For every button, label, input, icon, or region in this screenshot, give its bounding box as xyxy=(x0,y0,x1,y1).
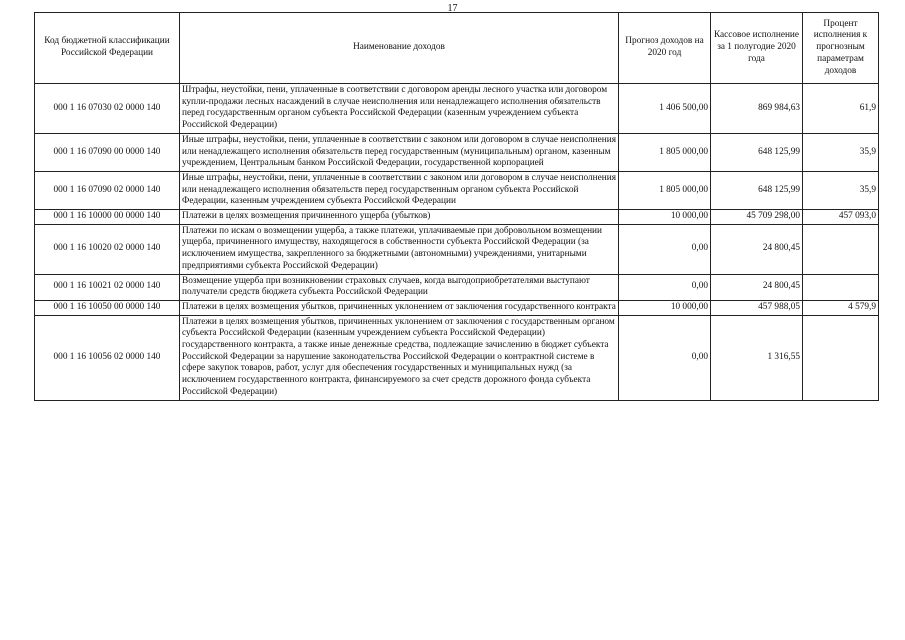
row-name: Платежи по искам о возмещении ущерба, а также платежи, уплачиваемые при добровольном возмещении ущерба, причиненного имуществу, находящегося в собственности субъекта Российской Федерации (за исключением имущества, закрепленного за бюджетными (автономными) учреждениями, унитарными предприятиями субъекта Российской Федерации) xyxy=(180,224,619,274)
row-name: Иные штрафы, неустойки, пени, уплаченные в соответствии с законом или договором в случае неисполнения или ненадлежащего исполнения обязательств перед государственным (муниципальным) органом, казенным учреждением, Центральным банком Российской Федерации, государственной корпорацией xyxy=(180,133,619,171)
row-executed: 869 984,63 xyxy=(711,84,803,134)
row-percent: 4 579,9 xyxy=(803,300,879,315)
row-code: 000 1 16 07030 02 0000 140 xyxy=(35,84,180,134)
row-name: Платежи в целях возмещения причиненного ущерба (убытков) xyxy=(180,210,619,225)
row-forecast: 1 805 000,00 xyxy=(619,133,711,171)
row-percent: 35,9 xyxy=(803,133,879,171)
header-name: Наименование доходов xyxy=(180,13,619,84)
table-row xyxy=(35,300,879,315)
row-forecast: 0,00 xyxy=(619,274,711,300)
row-forecast: 1 406 500,00 xyxy=(619,84,711,134)
row-code: 000 1 16 07090 00 0000 140 xyxy=(35,133,180,171)
row-code: 000 1 16 10021 02 0000 140 xyxy=(35,274,180,300)
row-percent xyxy=(803,274,879,300)
row-name: Возмещение ущерба при возникновении страховых случаев, когда выгодоприобретателями выступают получатели средств бюджета субъекта Российской Федерации xyxy=(180,274,619,300)
row-forecast: 0,00 xyxy=(619,315,711,400)
row-code: 000 1 16 10056 02 0000 140 xyxy=(35,315,180,400)
row-forecast: 10 000,00 xyxy=(619,210,711,225)
row-percent: 457 093,0 xyxy=(803,210,879,225)
row-code: 000 1 16 07090 02 0000 140 xyxy=(35,171,180,209)
header-code: Код бюджетной классификации Российской Федерации xyxy=(35,13,180,84)
row-forecast: 10 000,00 xyxy=(619,300,711,315)
row-percent xyxy=(803,315,879,400)
row-code: 000 1 16 10000 00 0000 140 xyxy=(35,210,180,225)
row-executed: 45 709 298,00 xyxy=(711,210,803,225)
table-row xyxy=(35,171,879,209)
header-percent: Процент исполнения к прогнозным параметрам доходов xyxy=(803,13,879,84)
table-row xyxy=(35,84,879,134)
table-row xyxy=(35,274,879,300)
table-row xyxy=(35,315,879,400)
row-name: Штрафы, неустойки, пени, уплаченные в соответствии с договором аренды лесного участка или договором купли-продажи лесных насаждений в случае неисполнения или ненадлежащего исполнения обязательств перед государственным органом субъекта Российской Федерации (казенным учреждением субъекта Российской Федерации) xyxy=(180,84,619,134)
row-executed: 648 125,99 xyxy=(711,171,803,209)
row-name: Платежи в целях возмещения убытков, причиненных уклонением от заключения государственного контракта xyxy=(180,300,619,315)
row-executed: 24 800,45 xyxy=(711,224,803,274)
row-executed: 457 988,05 xyxy=(711,300,803,315)
header-forecast: Прогноз доходов на 2020 год xyxy=(619,13,711,84)
row-name: Платежи в целях возмещения убытков, причиненных уклонением от заключения с государственным органом субъекта Российской Федерации (казенным учреждением субъекта Российской Федерации) государственного контракта, а также иные денежные средства, подлежащие зачислению в бюджет субъекта Российской Федерации за нарушение законодательства Российской Федерации о контрактной системе в сфере закупок товаров, работ, услуг для обеспечения государственных и муниципальных нужд (за исключением государственного контракта, финансируемого за счет средств дорожного фонда субъекта Российской Федерации) xyxy=(180,315,619,400)
row-percent: 61,9 xyxy=(803,84,879,134)
row-forecast: 1 805 000,00 xyxy=(619,171,711,209)
table-row xyxy=(35,224,879,274)
table-header-row xyxy=(35,13,879,84)
table-row xyxy=(35,210,879,225)
row-forecast: 0,00 xyxy=(619,224,711,274)
page-number: 17 xyxy=(447,3,458,14)
row-code: 000 1 16 10050 00 0000 140 xyxy=(35,300,180,315)
row-percent xyxy=(803,224,879,274)
table-row xyxy=(35,133,879,171)
row-executed: 24 800,45 xyxy=(711,274,803,300)
header-executed: Кассовое исполнение за 1 полугодие 2020 года xyxy=(711,13,803,84)
row-executed: 648 125,99 xyxy=(711,133,803,171)
row-executed: 1 316,55 xyxy=(711,315,803,400)
row-percent: 35,9 xyxy=(803,171,879,209)
revenue-table xyxy=(34,12,879,401)
row-name: Иные штрафы, неустойки, пени, уплаченные в соответствии с законом или договором в случае неисполнения или ненадлежащего исполнения обязательств перед государственным органом субъекта Российской Федерации, казенным учреждением субъекта Российской Федерации xyxy=(180,171,619,209)
row-code: 000 1 16 10020 02 0000 140 xyxy=(35,224,180,274)
